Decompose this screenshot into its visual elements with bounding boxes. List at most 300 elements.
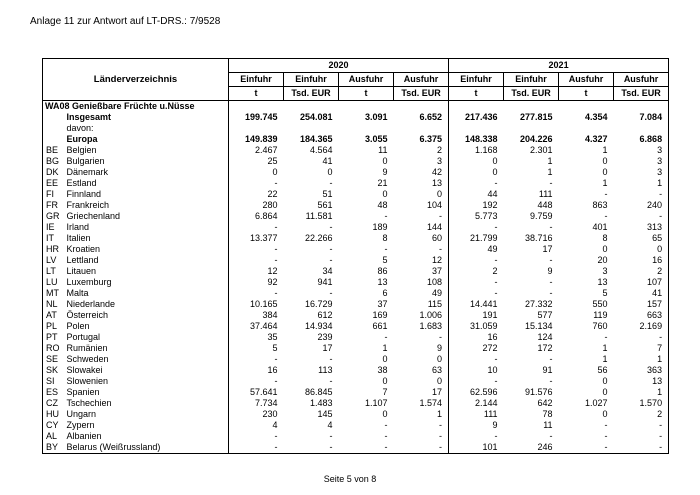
value-cell: 44 xyxy=(487,189,498,199)
table-row xyxy=(43,398,669,409)
value-cell: 17 xyxy=(542,244,553,254)
value-cell: 5 xyxy=(382,255,388,265)
value-cell: - xyxy=(659,431,663,441)
country-name: Rumänien xyxy=(65,343,229,354)
value-cell: - xyxy=(494,431,498,441)
country-code: DK xyxy=(46,167,59,177)
value-cell: - xyxy=(494,255,498,265)
col-header: Einfuhr xyxy=(504,73,559,87)
value-cell: - xyxy=(494,354,498,364)
value-cell: 25 xyxy=(267,156,278,166)
country-code: GR xyxy=(46,211,60,221)
value-cell: 9 xyxy=(382,167,388,177)
value-cell: 37.464 xyxy=(249,321,278,331)
value-cell xyxy=(614,101,669,113)
value-cell: 5 xyxy=(602,288,608,298)
country-name: Malta xyxy=(65,288,229,299)
table-row xyxy=(43,134,669,145)
value-cell: 14.934 xyxy=(304,321,333,331)
unit-header: Tsd. EUR xyxy=(284,87,339,101)
value-cell: 9 xyxy=(394,343,449,354)
value-cell: 13.377 xyxy=(249,233,278,243)
value-cell: 0 xyxy=(394,354,449,365)
value-cell: 0 xyxy=(602,409,608,419)
table-row xyxy=(43,167,669,178)
value-cell: - xyxy=(394,431,449,442)
country-name: Tschechien xyxy=(65,398,229,409)
table-row xyxy=(43,156,669,167)
value-cell: 34 xyxy=(322,266,333,276)
country-code: HU xyxy=(46,409,59,419)
value-cell: 0 xyxy=(382,156,388,166)
value-cell: - xyxy=(384,442,388,452)
value-cell: 0 xyxy=(602,376,608,386)
country-name: Irland xyxy=(65,222,229,233)
value-cell: 1 xyxy=(657,354,663,364)
value-cell: 0 xyxy=(382,189,388,199)
value-cell: - xyxy=(329,255,333,265)
value-cell: 13 xyxy=(597,277,608,287)
value-cell: 119 xyxy=(593,310,608,320)
value-cell: 1 xyxy=(547,167,553,177)
country-code: LV xyxy=(46,255,57,265)
value-cell xyxy=(394,101,449,113)
value-cell: - xyxy=(494,178,498,188)
value-cell: 108 xyxy=(394,277,449,288)
section-title: WA08 Genießbare Früchte u.Nüsse xyxy=(43,101,229,113)
value-cell: 0 xyxy=(657,244,663,254)
country-code: FI xyxy=(46,189,54,199)
value-cell: 3.055 xyxy=(364,134,388,144)
value-cell: - xyxy=(329,442,333,452)
value-cell: - xyxy=(549,222,553,232)
value-cell: 38.716 xyxy=(525,233,553,243)
value-cell: 199.745 xyxy=(244,112,278,122)
value-cell: 4.327 xyxy=(585,134,608,144)
country-name: Albanien xyxy=(65,431,229,442)
country-code: AT xyxy=(46,310,57,320)
value-cell: - xyxy=(659,189,663,199)
value-cell: 5 xyxy=(272,343,278,353)
country-name: Finnland xyxy=(65,189,229,200)
value-cell: 1 xyxy=(394,409,449,420)
value-cell: 3 xyxy=(394,156,449,167)
value-cell: 31.059 xyxy=(470,321,498,331)
value-cell: - xyxy=(274,244,278,254)
value-cell: 41 xyxy=(652,288,663,298)
value-cell: 204.226 xyxy=(520,134,553,144)
value-cell: 189 xyxy=(372,222,388,232)
value-cell: 62.596 xyxy=(470,387,498,397)
value-cell: 191 xyxy=(482,310,498,320)
table-row xyxy=(43,354,669,365)
value-cell xyxy=(614,123,669,134)
table-header xyxy=(43,59,669,101)
value-cell: 0 xyxy=(382,354,388,364)
value-cell: 0 xyxy=(602,387,608,397)
value-cell: - xyxy=(384,420,388,430)
value-cell: - xyxy=(604,211,608,221)
value-cell: 1.683 xyxy=(394,321,449,332)
value-cell: 2 xyxy=(657,409,663,419)
value-cell: 1 xyxy=(602,178,608,188)
country-name: Litauen xyxy=(65,266,229,277)
value-cell: 1 xyxy=(602,343,608,353)
table-row xyxy=(43,266,669,277)
value-cell: 21.799 xyxy=(470,233,498,243)
country-code: PL xyxy=(46,321,58,331)
value-cell: 8 xyxy=(382,233,388,243)
value-cell: 10.165 xyxy=(249,299,278,309)
table-row xyxy=(43,409,669,420)
col-header: Ausfuhr xyxy=(559,73,614,87)
value-cell: - xyxy=(384,211,388,221)
value-cell: 863 xyxy=(592,200,608,210)
value-cell: 149.839 xyxy=(244,134,278,144)
value-cell: 280 xyxy=(262,200,278,210)
value-cell: - xyxy=(604,431,608,441)
value-cell: 51 xyxy=(322,189,333,199)
value-cell: 2.144 xyxy=(475,398,498,408)
value-cell: 13 xyxy=(377,277,388,287)
value-cell: 4 xyxy=(327,420,333,430)
value-cell: 144 xyxy=(394,222,449,233)
value-cell xyxy=(394,123,449,134)
value-cell: 1.483 xyxy=(309,398,333,408)
value-cell: - xyxy=(274,354,278,364)
value-cell xyxy=(339,123,394,134)
value-cell: 363 xyxy=(647,365,663,375)
unit-header: Tsd. EUR xyxy=(394,87,449,101)
value-cell: - xyxy=(329,431,333,441)
value-cell: 148.338 xyxy=(465,134,498,144)
value-cell: - xyxy=(494,288,498,298)
value-cell xyxy=(504,123,559,134)
value-cell: 41 xyxy=(322,156,333,166)
value-cell: 642 xyxy=(537,398,553,408)
value-cell: 3 xyxy=(657,145,663,155)
country-name: Polen xyxy=(65,321,229,332)
value-cell: 22.266 xyxy=(304,233,333,243)
value-cell: - xyxy=(329,178,333,188)
value-cell: 11 xyxy=(543,420,553,430)
value-cell: 240 xyxy=(647,200,663,210)
section-row xyxy=(43,101,669,113)
value-cell: 760 xyxy=(592,321,608,331)
value-cell: 13 xyxy=(394,178,449,189)
value-cell: 91.576 xyxy=(525,387,553,397)
country-name: Griechenland xyxy=(65,211,229,222)
country-code: PT xyxy=(46,332,58,342)
value-cell: 0 xyxy=(272,167,278,177)
value-cell: - xyxy=(659,332,663,342)
value-cell: 1.027 xyxy=(585,398,608,408)
value-cell xyxy=(229,101,284,113)
value-cell: 4 xyxy=(272,420,278,430)
country-code: BY xyxy=(46,442,59,452)
value-cell: 0 xyxy=(394,189,449,200)
value-cell: 1 xyxy=(382,343,388,353)
unit-header: Tsd. EUR xyxy=(504,87,559,101)
value-cell: 239 xyxy=(317,332,333,342)
country-code: LU xyxy=(46,277,58,287)
value-cell xyxy=(284,123,339,134)
country-name: Slowakei xyxy=(65,365,229,376)
value-cell: 3 xyxy=(602,266,608,276)
table-row xyxy=(43,321,669,332)
value-cell: 2 xyxy=(492,266,498,276)
value-cell: - xyxy=(549,431,553,441)
country-code: SK xyxy=(46,365,59,375)
value-cell: - xyxy=(549,376,553,386)
col-header: Einfuhr xyxy=(284,73,339,87)
value-cell: 65 xyxy=(652,233,663,243)
value-cell: - xyxy=(394,211,449,222)
value-cell: 254.081 xyxy=(299,112,333,122)
value-cell: 11 xyxy=(378,145,388,155)
value-cell: 661 xyxy=(372,321,388,331)
value-cell: - xyxy=(394,420,449,431)
country-code: RO xyxy=(46,343,60,353)
table-row xyxy=(43,112,669,123)
value-cell: 550 xyxy=(592,299,608,309)
page-annotation: Anlage 11 zur Antwort auf LT-DRS.: 7/9528 xyxy=(30,16,221,27)
value-cell: 277.815 xyxy=(520,112,553,122)
country-name: Schweden xyxy=(65,354,229,365)
value-cell: - xyxy=(604,332,608,342)
value-cell: 9 xyxy=(547,266,553,276)
value-cell: 14.441 xyxy=(470,299,498,309)
value-cell: 0 xyxy=(602,156,608,166)
unit-header: t xyxy=(449,87,504,101)
value-cell xyxy=(559,123,614,134)
value-cell: 92 xyxy=(267,277,278,287)
value-cell: 16 xyxy=(652,255,663,265)
value-cell: - xyxy=(494,376,498,386)
value-cell: - xyxy=(329,376,333,386)
country-name: Zypern xyxy=(65,420,229,431)
value-cell: - xyxy=(329,222,333,232)
value-cell: 78 xyxy=(542,409,553,419)
value-cell: 16 xyxy=(267,365,278,375)
table-row xyxy=(43,376,669,387)
value-cell: 2.301 xyxy=(530,145,553,155)
value-cell: - xyxy=(274,288,278,298)
value-cell: 7.084 xyxy=(639,112,663,122)
value-cell: 124 xyxy=(537,332,553,342)
table-row xyxy=(43,442,669,454)
value-cell: - xyxy=(384,431,388,441)
value-cell: - xyxy=(274,431,278,441)
value-cell: 401 xyxy=(592,222,608,232)
value-cell: 217.436 xyxy=(465,112,498,122)
country-name: Dänemark xyxy=(65,167,229,178)
table-row xyxy=(43,233,669,244)
table-row xyxy=(43,277,669,288)
value-cell: 6.868 xyxy=(639,134,663,144)
table-row xyxy=(43,431,669,442)
country-code: ES xyxy=(46,387,59,397)
value-cell: - xyxy=(549,354,553,364)
country-name: Luxemburg xyxy=(65,277,229,288)
value-cell: 7 xyxy=(382,387,388,397)
value-cell xyxy=(559,101,614,113)
value-cell: - xyxy=(494,222,498,232)
value-cell: 1 xyxy=(602,145,608,155)
value-cell: - xyxy=(274,222,278,232)
value-cell: 6.375 xyxy=(394,134,449,145)
value-cell: 384 xyxy=(262,310,278,320)
value-cell: 16.729 xyxy=(304,299,333,309)
value-cell: 49 xyxy=(394,288,449,299)
country-code: SI xyxy=(46,376,55,386)
table-row xyxy=(43,222,669,233)
col-header: Einfuhr xyxy=(229,73,284,87)
country-code: NL xyxy=(46,299,58,309)
unit-header: t xyxy=(339,87,394,101)
value-cell: 2 xyxy=(657,266,663,276)
trade-table xyxy=(42,58,669,454)
country-name: Insgesamt xyxy=(65,112,229,123)
value-cell: 3 xyxy=(657,156,663,166)
table-body xyxy=(43,101,669,454)
value-cell: 1 xyxy=(602,354,608,364)
value-cell: 13 xyxy=(652,376,663,386)
value-cell: - xyxy=(274,178,278,188)
value-cell: - xyxy=(394,442,449,454)
value-cell: - xyxy=(604,189,608,199)
table-row xyxy=(43,299,669,310)
country-code: MT xyxy=(46,288,59,298)
value-cell: 111 xyxy=(483,409,498,419)
value-cell: - xyxy=(329,288,333,298)
table-row xyxy=(43,365,669,376)
country-name: Spanien xyxy=(65,387,229,398)
value-cell: 0 xyxy=(382,376,388,386)
country-name: Frankreich xyxy=(65,200,229,211)
country-code xyxy=(43,123,65,134)
country-code: CY xyxy=(46,420,59,430)
table-row xyxy=(43,288,669,299)
value-cell: 246 xyxy=(537,442,553,452)
value-cell: 2 xyxy=(394,145,449,156)
country-code: LT xyxy=(46,266,56,276)
year-header-2021: 2021 xyxy=(449,59,669,73)
value-cell: 86 xyxy=(377,266,388,276)
table-row xyxy=(43,189,669,200)
value-cell: 104 xyxy=(394,200,449,211)
table-row xyxy=(43,211,669,222)
value-cell: - xyxy=(494,277,498,287)
value-cell xyxy=(284,101,339,113)
value-cell: - xyxy=(549,277,553,287)
value-cell: 577 xyxy=(537,310,553,320)
value-cell: 7 xyxy=(657,343,663,353)
country-name: Niederlande xyxy=(65,299,229,310)
country-code: BE xyxy=(46,145,59,155)
country-code: FR xyxy=(46,200,58,210)
value-cell: 4.354 xyxy=(585,112,608,122)
col-header: Ausfuhr xyxy=(614,73,669,87)
value-cell: 1.570 xyxy=(639,398,663,408)
value-cell: 6.864 xyxy=(254,211,278,221)
value-cell: - xyxy=(274,255,278,265)
value-cell: 184.365 xyxy=(299,134,333,144)
country-name: Estland xyxy=(65,178,229,189)
value-cell: - xyxy=(394,244,449,255)
country-name: Belgien xyxy=(65,145,229,156)
value-cell: 17 xyxy=(322,343,333,353)
table-row xyxy=(43,255,669,266)
table-row xyxy=(43,332,669,343)
table-row xyxy=(43,145,669,156)
value-cell: 35 xyxy=(267,332,278,342)
value-cell: 561 xyxy=(317,200,333,210)
value-cell: 7.734 xyxy=(254,398,278,408)
value-cell: 663 xyxy=(647,310,663,320)
value-cell: - xyxy=(329,244,333,254)
value-cell: 2.169 xyxy=(639,321,663,331)
value-cell: 111 xyxy=(538,189,553,199)
value-cell: 169 xyxy=(372,310,388,320)
country-code: HR xyxy=(46,244,59,254)
value-cell: 57.641 xyxy=(249,387,278,397)
value-cell: 22 xyxy=(267,189,278,199)
value-cell: 107 xyxy=(647,277,663,287)
country-name: Bulgarien xyxy=(65,156,229,167)
country-code xyxy=(43,134,65,145)
value-cell: 1 xyxy=(657,178,663,188)
value-cell: 0 xyxy=(394,376,449,387)
col-header: Ausfuhr xyxy=(394,73,449,87)
unit-header: Tsd. EUR xyxy=(614,87,669,101)
value-cell: 56 xyxy=(597,365,608,375)
value-cell: 91 xyxy=(542,365,553,375)
value-cell: 113 xyxy=(318,365,333,375)
value-cell: 5.773 xyxy=(475,211,498,221)
value-cell: 0 xyxy=(602,167,608,177)
value-cell: 0 xyxy=(327,167,333,177)
value-cell: 6.652 xyxy=(394,112,449,123)
country-name: Ungarn xyxy=(65,409,229,420)
value-cell: 12 xyxy=(394,255,449,266)
value-cell: 60 xyxy=(394,233,449,244)
value-cell xyxy=(449,123,504,134)
value-cell: 157 xyxy=(647,299,663,309)
page-number: Seite 5 von 8 xyxy=(323,474,377,484)
value-cell: 172 xyxy=(537,343,553,353)
country-code: BG xyxy=(46,156,60,166)
value-cell: 42 xyxy=(394,167,449,178)
value-cell: 15.134 xyxy=(525,321,553,331)
country-code: SE xyxy=(46,354,59,364)
unit-header: t xyxy=(229,87,284,101)
country-code: IT xyxy=(46,233,54,243)
value-cell: - xyxy=(384,332,388,342)
value-cell: 1 xyxy=(657,387,663,397)
value-cell: 37 xyxy=(394,266,449,277)
corner-header: Länderverzeichnis xyxy=(43,59,229,101)
value-cell: - xyxy=(394,332,449,343)
value-cell: - xyxy=(274,442,278,452)
value-cell: 941 xyxy=(317,277,333,287)
value-cell: 313 xyxy=(647,222,663,232)
value-cell: 48 xyxy=(377,200,388,210)
value-cell: 16 xyxy=(487,332,498,342)
value-cell: 17 xyxy=(394,387,449,398)
value-cell xyxy=(449,101,504,113)
value-cell: - xyxy=(604,442,608,452)
